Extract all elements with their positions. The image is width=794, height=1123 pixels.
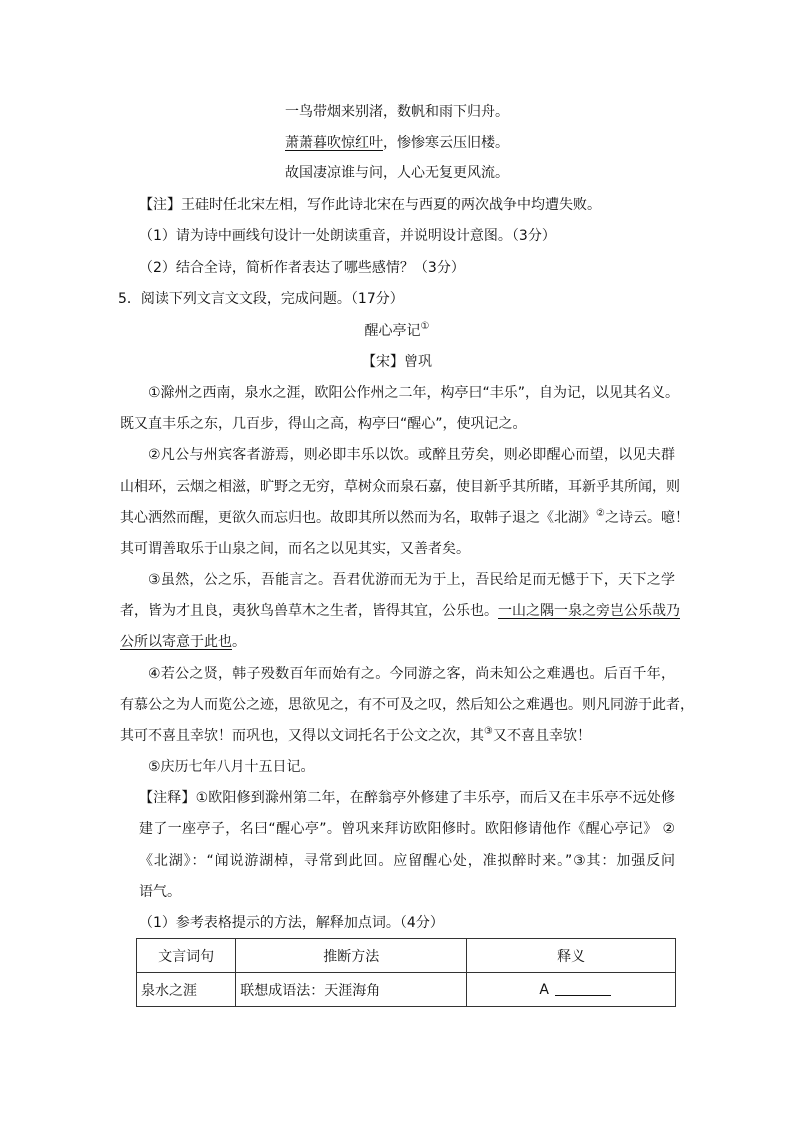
question-5: 5．阅读下列文言文文段，完成问题。（17分） <box>118 291 404 307</box>
poem-line-1: 一鸟带烟来别渚，数帆和雨下归舟。 <box>285 104 509 120</box>
annotation-line-4: 语气。 <box>139 884 181 900</box>
annotation-line-3: 《北湖》：“闻说游湖棹，寻常到此回。应留醒心处，准拟醉时来。”③其：加强反问 <box>139 853 675 869</box>
p1-line-1: ①滁州之西南，泉水之涯，欧阳公作州之二年，构亭曰“丰乐”，自为记，以见其名义。 <box>148 385 680 401</box>
essay-title <box>0 321 794 343</box>
p4-line-1: ④若公之贤，韩子殁数百年而始有之。今同游之客，尚未知公之难遇也。后百千年， <box>148 666 675 682</box>
table-header-cell: 推断方法 <box>236 939 467 973</box>
p4-line-3-a: 其可不喜且幸欤！而巩也，又得以文词托名于公文之次，其 <box>120 728 484 744</box>
annotation-line-1: 【注释】①欧阳修到滁州第二年，在醉翁亭外修建了丰乐亭，而后又在丰乐亭不远处修 <box>139 790 675 806</box>
answer-label-a: A <box>539 982 549 998</box>
footnote-mark-3: ③ <box>484 726 493 737</box>
p3-line-3 <box>120 632 246 652</box>
p4-line-3-b: 又不喜且幸欤！ <box>492 728 591 744</box>
p2-line-3 <box>120 508 689 530</box>
p2-line-3-b: 之诗云。噫！ <box>604 510 689 526</box>
p4-line-3 <box>120 726 591 748</box>
table-cell: 泉水之涯 <box>137 973 236 1007</box>
p2-line-3-a: 其心洒然而醒，更欲久而忘归也。故即其所以然而为名，取韩子退之《北湖》 <box>120 510 596 526</box>
p3-line-3-underlined: 公所以寄意于此也 <box>120 634 232 650</box>
poem-line-2 <box>0 133 794 153</box>
essay-author: 【宋】曾巩 <box>362 354 432 370</box>
p4-line-2: 有慕公之为人而览公之迹，思欲见之，有不可及之叹，然后知公之难遇也。则凡同游于此者， <box>120 697 694 713</box>
answer-blank[interactable] <box>555 981 611 996</box>
table-header-cell: 释义 <box>467 939 676 973</box>
footnote-mark-2: ② <box>596 508 605 519</box>
p2-line-4: 其可谓善取乐于山泉之间，而名之以见其实，又善者矣。 <box>120 541 470 557</box>
table-cell: 联想成语法：天涯海角 <box>236 973 467 1007</box>
annotation-line-2: 建了一座亭子，名曰“醒心亭”。曾巩来拜访欧阳修时。欧阳修请他作《醒心亭记》 ② <box>139 821 675 837</box>
p5-line: ⑤庆历七年八月十五日记。 <box>148 759 315 775</box>
essay-title-text: 醒心亭记 <box>364 323 421 339</box>
table-header-cell: 文言词句 <box>137 939 236 973</box>
poem-line-3: 故国凄凉谁与问，人心无复更风流。 <box>285 165 509 181</box>
question-4-1: （1）请为诗中画线句设计一处朗读重音，并说明设计意图。（3分） <box>139 228 556 244</box>
poem-line-2-underlined: 萧萧暮吹惊红叶 <box>285 135 383 151</box>
p3-line-2-underlined: 一山之隅一泉之旁岂公乐哉乃 <box>498 603 680 619</box>
question-5-1: （1）参考表格提示的方法，解释加点词。（4分） <box>139 915 444 931</box>
p3-line-1: ③虽然，公之乐，吾能言之。吾君优游而无为于上，吾民给足而无憾于下，天下之学 <box>148 572 675 588</box>
p1-line-2: 既又直丰乐之东，几百步，得山之高，构亭曰“醒心”，使巩记之。 <box>120 416 527 432</box>
p3-line-2 <box>120 601 680 621</box>
poem-line-2-rest: ，惨惨寒云压旧楼。 <box>383 135 509 151</box>
p2-line-1: ②凡公与州宾客者游焉，则必即丰乐以饮。或醉且劳矣，则必即醒心而望，以见夫群 <box>148 447 675 463</box>
table-answer-cell[interactable] <box>467 973 676 1007</box>
essay-title-mark: ① <box>420 321 430 332</box>
poem-note: 【注】王硅时任北宋左相，写作此诗北宋在与西夏的两次战争中均遭失败。 <box>139 197 601 213</box>
p2-line-2: 山相环，云烟之相滋，旷野之无穷，草树众而泉石嘉，使目新乎其所睹，耳新乎其所闻，则 <box>120 479 680 495</box>
table-row <box>137 973 676 1007</box>
p3-line-2-a: 者，皆为才且良，夷狄鸟兽草木之生者，皆得其宜，公乐也。 <box>120 603 498 619</box>
answer-table <box>136 938 676 1007</box>
table-header-row <box>137 939 676 973</box>
question-4-2: （2）结合全诗，简析作者表达了哪些感情？（3分） <box>139 260 465 276</box>
p3-line-3-b: 。 <box>232 634 246 650</box>
